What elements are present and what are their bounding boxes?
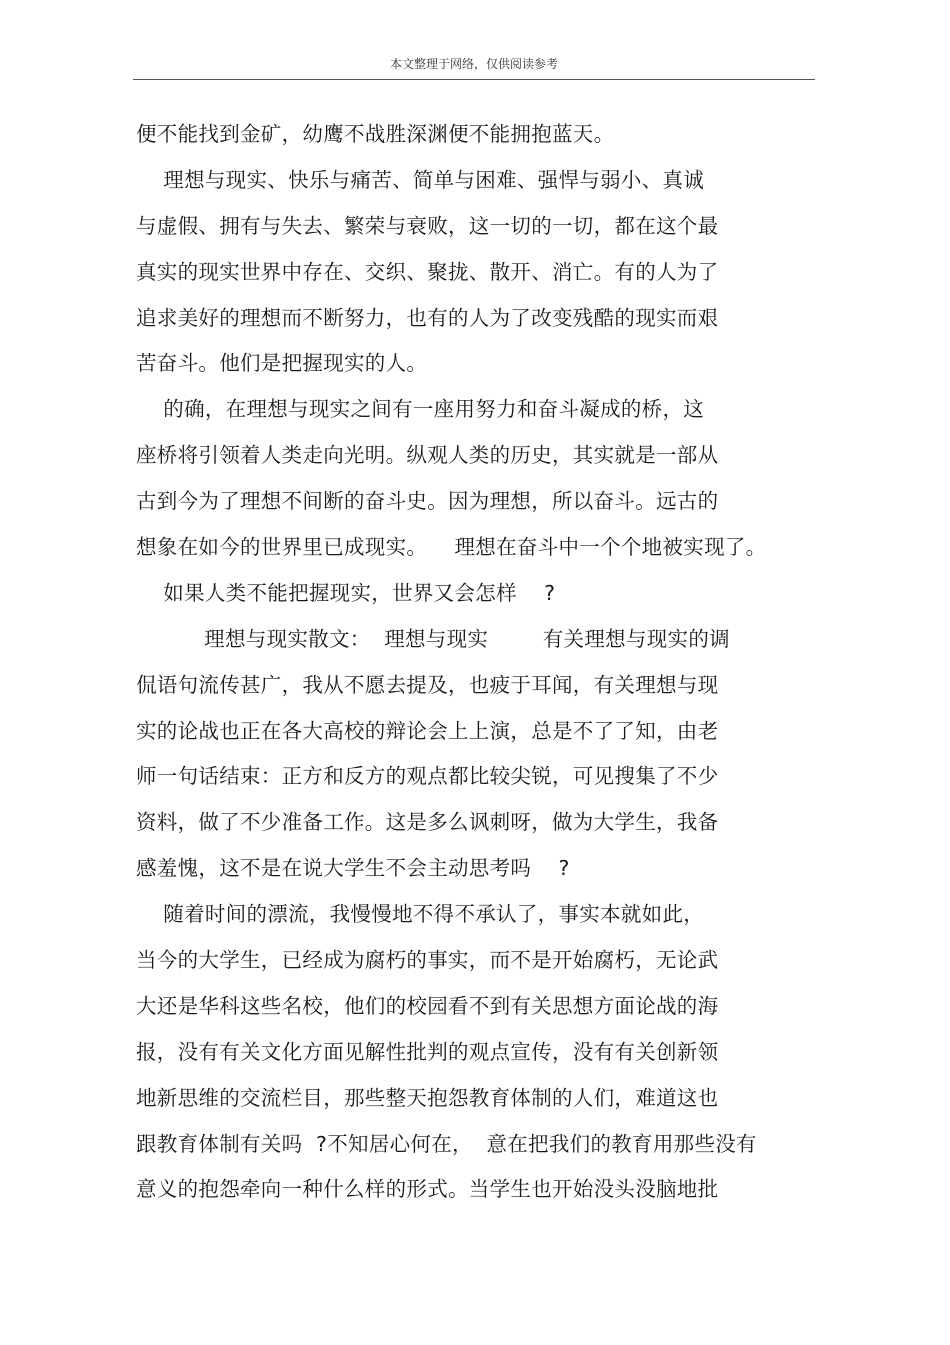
text-line: 大还是华科这些名校，他们的校园看不到有关思想方面论战的海 — [136, 993, 719, 1018]
text-line: 报，没有有关文化方面见解性批判的观点宣传，没有有关创新领 — [136, 1039, 719, 1064]
text-line: 与虚假、拥有与失去、繁荣与衰败，这一切的一切，都在这个最 — [136, 213, 719, 238]
text-line: 随着时间的漂流，我慢慢地不得不承认了，事实本就如此， — [136, 902, 705, 927]
text-line: 资料，做了不少准备工作。这是多么讽刺呀，做为大学生，我备 — [136, 810, 719, 835]
text-line: 如果人类不能把握现实，世界又会怎样 ? — [136, 580, 556, 605]
text-line: 侃语句流传甚广，我从不愿去提及，也疲于耳闻，有关理想与现 — [136, 672, 719, 697]
text-line: 意义的抱怨牵向一种什么样的形式。当学生也开始没头没脑地批 — [136, 1177, 719, 1202]
text-line: 地新思维的交流栏目，那些整天抱怨教育体制的人们，难道这也 — [136, 1085, 719, 1110]
text-line: 苦奋斗。他们是把握现实的人。 — [136, 351, 428, 376]
text-line: 当今的大学生，已经成为腐朽的事实，而不是开始腐朽，无论武 — [136, 948, 719, 973]
text-line: 实的论战也正在各大高校的辩论会上上演，总是不了了知，由老 — [136, 718, 719, 743]
text-line: 追求美好的理想而不断努力，也有的人为了改变残酷的现实而艰 — [136, 305, 719, 330]
page-header: 本文整理于网络，仅供阅读参考 — [389, 57, 558, 71]
text-line: 理想与现实散文： 理想与现实 有关理想与现实的调 — [136, 626, 730, 651]
text-line: 便不能找到金矿，幼鹰不战胜深渊便不能拥抱蓝天。 — [136, 122, 615, 146]
text-line: 的确，在理想与现实之间有一座用努力和奋斗凝成的桥，这 — [136, 397, 705, 422]
text-line: 师一句话结束：正方和反方的观点都比较尖锐，可见搜集了不少 — [136, 764, 719, 789]
text-line: 古到今为了理想不间断的奋斗史。因为理想，所以奋斗。远古的 — [136, 489, 719, 514]
text-line: 跟教育体制有关吗 ?不知居心何在， 意在把我们的教育用那些没有 — [136, 1131, 757, 1156]
text-line: 座桥将引领着人类走向光明。纵观人类的历史，其实就是一部从 — [136, 443, 719, 468]
text-line: 想象在如今的世界里已成现实。 理想在奋斗中一个个地被实现了。 — [136, 535, 767, 560]
text-line: 理想与现实、快乐与痛苦、简单与困难、强悍与弱小、真诚 — [136, 167, 705, 192]
article-body — [136, 112, 816, 1213]
text-line: 真实的现实世界中存在、交织、聚拢、散开、消亡。有的人为了 — [136, 259, 719, 284]
text-line: 感羞愧，这不是在说大学生不会主动思考吗 ? — [136, 856, 570, 881]
header-divider — [133, 79, 815, 80]
